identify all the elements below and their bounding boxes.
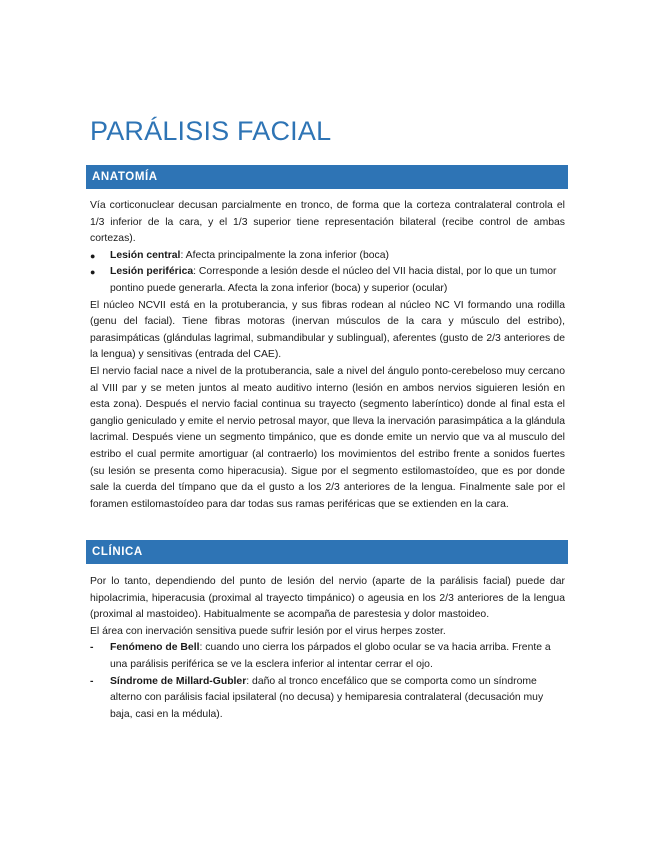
dash-text: : daño al tronco encefálico que se comporta como un síndrome alterno con parálisis facial ipsilateral (no decusa) y hemiparesia contralateral (decusación muy baja, casi en la médula). <box>110 675 544 720</box>
list-item <box>90 248 565 265</box>
anatomia-paragraph-nucleo: El núcleo NCVII está en la protuberancia, y sus fibras rodean al núcleo NC VI formando una rodilla (genu del facial). Tiene fibras motoras (inervan músculos de la cara y músculo del estribo), parasimpáticas (glándulas lagrimal, submandibular y sublingual), aferentes (gusto de 2/3 anteriores de la lengua) y sensitivas (entrada del CAE). <box>90 299 565 361</box>
anatomia-bullet-list <box>90 248 565 298</box>
bullet-text: : Corresponde a lesión desde el núcleo del VII hacia distal, por lo que un tumor pontino puede generarla. Afecta la zona inferior (boca) y superior (ocular) <box>110 266 557 294</box>
anatomia-intro: Vía corticonuclear decusan parcialmente en tronco, de forma que la corteza contralateral controla el 1/3 inferior de la cara, y el 1/3 superior tiene representación bilateral (recibe control de ambas cortezas). <box>90 200 565 245</box>
bullet-text: : Afecta principalmente la zona inferior (boca) <box>180 249 389 261</box>
clinica-paragraph-lesion: Por lo tanto, dependiendo del punto de lesión del nervio (aparte de la parálisis facial) puede dar hipolacrimia, hiperacusia (proximal al trayecto timpánico) o ageusia en los 2/3 anteriores de la lengua (proximal al mastoideo). Habitualmente se acompaña de parestesia y dolor mastoideo. <box>90 576 565 621</box>
dash-term: Síndrome de Millard-Gubler <box>110 675 247 687</box>
list-item <box>90 264 565 297</box>
bullet-term: Lesión periférica <box>110 266 194 278</box>
section-heading-anatomia: ANATOMÍA <box>86 165 568 189</box>
bullet-term: Lesión central <box>110 249 181 261</box>
dash-text: : cuando uno cierra los párpados el globo ocular se va hacia arriba. Frente a una parálisis periférica se ve la esclera inferior al intentar cerrar el ojo. <box>110 642 551 670</box>
list-item <box>90 640 565 673</box>
bullet-icon: ● <box>90 267 96 278</box>
section-heading-clinica: CLÍNICA <box>86 540 568 564</box>
clinica-dash-list <box>90 640 565 723</box>
dash-icon: - <box>90 675 94 687</box>
anatomia-body <box>90 198 565 513</box>
list-item <box>90 674 565 724</box>
anatomia-paragraph-trayecto: El nervio facial nace a nivel de la protuberancia, sale a nivel del ángulo ponto-cerebeloso muy cercano al VIII par y se meten juntos al meato auditivo interno (lesión en ambos nervios siguieren lesión en esta zona). Después el nervio facial continua su trayecto (segmento laberíntico) donde al final esta el ganglio geniculado y emite el nervio petrosal mayor, que lleva la inervación parasimpática a la glándula lacrimal. Después viene un segmento timpánico, que es donde emite un nervio que va al musculo del estribo el cual permite amortiguar (al contraerlo) los movimientos del estribo frente a sonidos fuertes (su lesión se presenta como hiperacusia). Sigue por el segmento estilomastoídeo, que es por donde sale la cuerda del tímpano que da el gusto a los 2/3 anteriores de la lengua. Finalmente sale por el foramen estilomastoídeo para dar todas sus ramas periféricas que se extienden en la cara. <box>90 365 565 510</box>
dash-icon: - <box>90 642 94 654</box>
dash-term: Fenómeno de Bell <box>110 642 200 654</box>
page-title: PARÁLISIS FACIAL <box>90 116 332 146</box>
clinica-body <box>90 574 565 723</box>
bullet-icon: ● <box>90 250 96 261</box>
clinica-paragraph-herpes: El área con inervación sensitiva puede sufrir lesión por el virus herpes zoster. <box>90 625 446 637</box>
